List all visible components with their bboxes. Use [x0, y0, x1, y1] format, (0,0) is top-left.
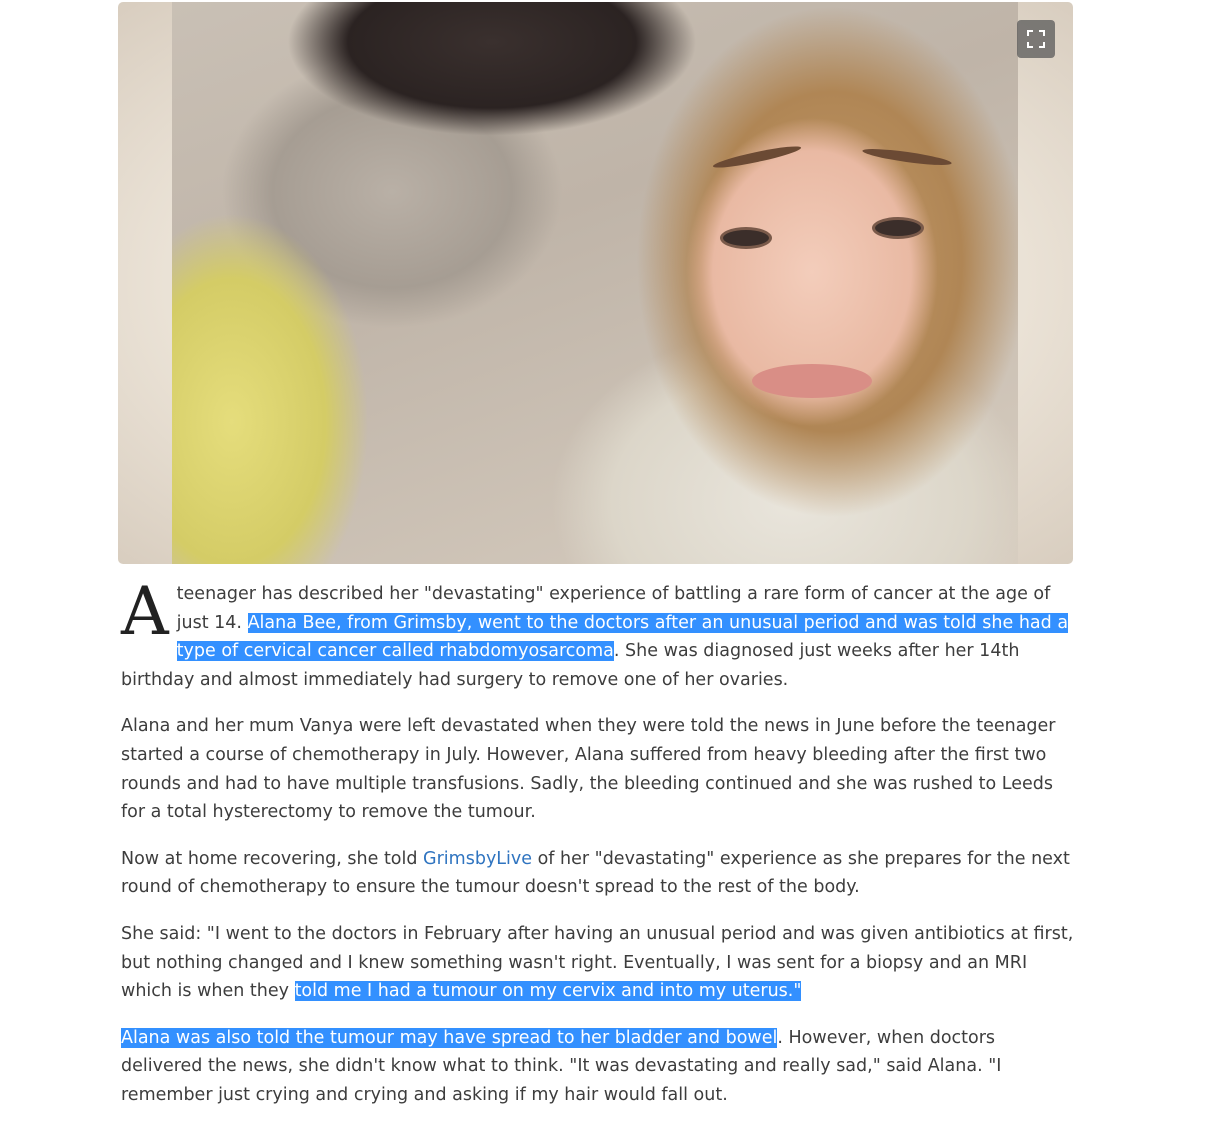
paragraph-text: Now at home recovering, she told [121, 848, 424, 869]
photo-detail [720, 227, 772, 249]
paragraph-text: . However, when doctors delivered the news, she didn't know what to think. "It was devastating and really sad," said Alana. "I remember just crying and crying and asking if my hair would fall out. [121, 1027, 1002, 1105]
article-body [121, 573, 1079, 1128]
photo-detail [712, 143, 802, 171]
paragraph-text: of her "devastating" experience as she prepares for the next round of chemotherapy to ensure the tumour doesn't spread to the rest of the body. [121, 848, 1070, 898]
drop-cap: A [121, 573, 169, 650]
paragraph-5 [121, 1024, 1079, 1110]
paragraph-4 [121, 920, 1079, 1006]
grimsbylive-link[interactable]: GrimsbyLive [423, 848, 533, 869]
selected-text: told me I had a tumour on my cervix and into my uterus." [294, 981, 802, 1002]
selected-text: Alana Bee, from Grimsby, went to the doctors after an unusual period and was told she had a type of cervical cancer called rhabdomyosarcoma [176, 612, 1069, 662]
photo-detail [872, 217, 924, 239]
paragraph-text: teenager has described her "devastating" experience of battling a rare form of cancer at the age of just 14. [176, 584, 1051, 633]
photo-image [172, 2, 1018, 564]
fullscreen-icon [1027, 30, 1045, 48]
paragraph-text: Alana and her mum Vanya were left devastated when they were told the news in June before the teenager started a course of chemotherapy in July. However, Alana suffered from heavy bleeding after the first two rounds and had to have multiple transfusions. Sadly, the bleeding continued and she was rushed to Leeds for a total hysterectomy to remove the tumour. [121, 716, 1056, 823]
paragraph-3 [121, 845, 1079, 902]
expand-image-button[interactable] [1017, 20, 1055, 58]
photo-detail [752, 364, 872, 398]
paragraph-2 [121, 712, 1079, 826]
paragraph-1 [121, 573, 1079, 694]
photo-detail [862, 146, 953, 168]
selected-text: Alana was also told the tumour may have spread to her bladder and bowel [121, 1027, 778, 1048]
article-photo [118, 2, 1073, 564]
paragraph-text: . She was diagnosed just weeks after her 14th birthday and almost immediately had surgery to remove one of her ovaries. [121, 641, 1020, 690]
paragraph-text: She said: "I went to the doctors in February after having an unusual period and was given antibiotics at first, but nothing changed and I knew something wasn't right. Eventually, I was sent for a biopsy and an MRI which is when they [121, 923, 1074, 1002]
